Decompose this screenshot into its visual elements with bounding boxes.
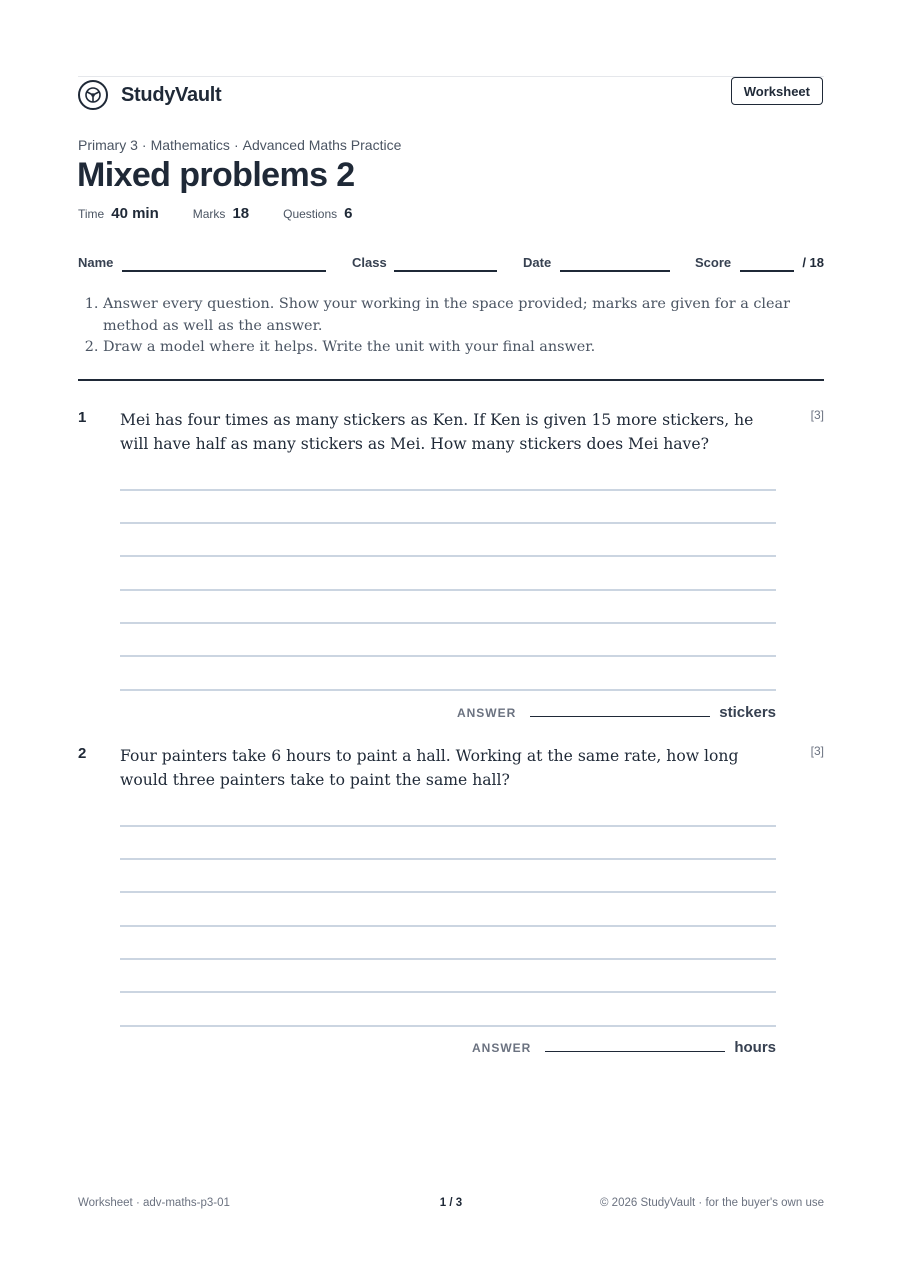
name-label: Name: [78, 255, 114, 270]
working-line: [120, 589, 776, 591]
worksheet-meta: [78, 205, 387, 222]
answer-row: [457, 701, 776, 721]
breadcrumb-item: Mathematics: [150, 137, 230, 153]
question-1: [78, 408, 824, 728]
breadcrumb-separator: ·: [233, 137, 239, 153]
score-field[interactable]: [740, 270, 794, 272]
meta-questions: [283, 205, 352, 222]
answer-row: [472, 1036, 776, 1056]
question-number: 1: [78, 409, 87, 426]
answer-field[interactable]: [530, 716, 710, 718]
brand-name: StudyVault: [121, 83, 222, 106]
date-label: Date: [523, 255, 552, 270]
answer-unit: stickers: [719, 704, 776, 721]
working-line: [120, 858, 776, 860]
answer-unit: hours: [734, 1039, 776, 1056]
meta-questions-value: 6: [344, 205, 353, 222]
question-number: 2: [78, 745, 87, 762]
name-field[interactable]: [122, 270, 326, 272]
brand: [78, 78, 221, 112]
working-line: [120, 555, 776, 557]
instructions-divider: [78, 379, 824, 381]
working-line: [120, 925, 776, 927]
worksheet-badge: Worksheet: [731, 77, 823, 105]
working-line: [120, 1025, 776, 1027]
answer-label: ANSWER: [456, 706, 517, 720]
footer-copyright: © 2026 StudyVault · for the buyer's own use: [600, 1197, 824, 1209]
working-line: [120, 655, 776, 657]
footer-doc-id: Worksheet · adv-maths-p3-01: [78, 1197, 230, 1209]
steering-wheel-icon: [78, 80, 108, 110]
top-divider: [78, 76, 824, 77]
breadcrumb-item: Advanced Maths Practice: [242, 137, 402, 153]
class-label: Class: [352, 255, 387, 270]
working-line: [120, 689, 776, 691]
page-number: 1 / 3: [439, 1197, 463, 1209]
question-text: Four painters take 6 hours to paint a hall. Working at the same rate, how long would three painters take to paint the same hall?: [120, 747, 739, 789]
question-marks: [3]: [810, 408, 824, 422]
meta-marks: [193, 205, 249, 222]
working-line: [120, 958, 776, 960]
score-label: Score: [695, 255, 732, 270]
breadcrumb-separator: ·: [141, 137, 147, 153]
working-line: [120, 991, 776, 993]
working-line: [120, 825, 776, 827]
answer-field[interactable]: [545, 1051, 725, 1053]
working-line: [120, 891, 776, 893]
page-title: Mixed problems 2: [77, 156, 355, 194]
answer-label: ANSWER: [471, 1041, 532, 1055]
working-line: [120, 622, 776, 624]
meta-time-value: 40 min: [111, 205, 159, 222]
meta-marks-label: Marks: [192, 207, 226, 221]
student-fields: [78, 252, 824, 276]
instruction-item: 1. Answer every question. Show your working in the space provided; marks are given for a clear method as well as the answer.: [103, 294, 824, 337]
working-line: [120, 522, 776, 524]
class-field[interactable]: [394, 270, 497, 272]
meta-time: [78, 205, 159, 222]
meta-time-label: Time: [78, 207, 105, 221]
question-2: [78, 744, 824, 1064]
score-total: / 18: [802, 255, 824, 270]
question-marks: [3]: [810, 744, 824, 758]
question-text: Mei has four times as many stickers as Ken. If Ken is given 15 more stickers, he will have half as many stickers as Mei. How many stickers does Mei have?: [120, 411, 754, 453]
date-field[interactable]: [560, 270, 670, 272]
instructions-list: [78, 294, 824, 359]
meta-questions-label: Questions: [283, 207, 338, 221]
breadcrumb-item: Primary 3: [78, 137, 138, 153]
instruction-item: 2. Draw a model where it helps. Write the unit with your final answer.: [103, 337, 824, 359]
working-line: [120, 489, 776, 491]
breadcrumb: [78, 137, 401, 153]
meta-marks-value: 18: [232, 205, 250, 222]
